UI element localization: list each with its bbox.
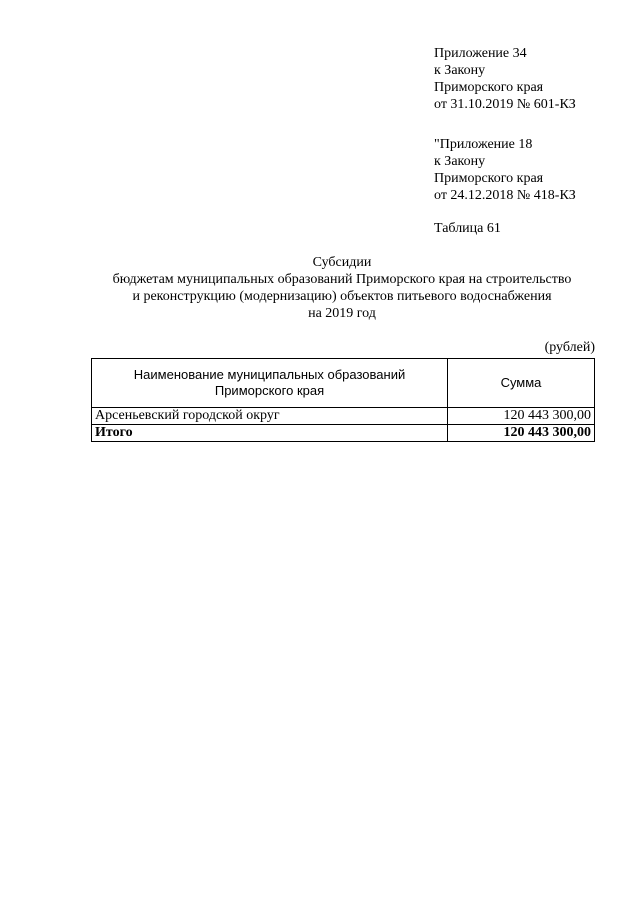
document-title — [40, 254, 640, 322]
header-name-line-2: Приморского края — [214, 383, 325, 398]
table-number: Таблица 61 — [434, 221, 501, 236]
appendix-18-line-4: от 24.12.2018 № 418-КЗ — [434, 188, 576, 203]
appendix-18-header — [434, 136, 576, 204]
appendix-34-header — [434, 45, 576, 113]
units-label: (рублей) — [544, 340, 595, 355]
appendix-34-line-1: Приложение 34 — [434, 46, 527, 61]
appendix-34-line-4: от 31.10.2019 № 601-КЗ — [434, 97, 576, 112]
appendix-34-line-3: Приморского края — [434, 80, 544, 95]
subsidy-table — [91, 358, 595, 442]
title-line-3: и реконструкцию (модернизацию) объектов питьевого водоснабжения — [132, 289, 552, 304]
appendix-18-line-1: "Приложение 18 — [434, 137, 533, 152]
row-name-cell: Арсеньевский городской округ — [92, 408, 448, 425]
appendix-18-line-3: Приморского края — [434, 171, 544, 186]
total-amount-cell: 120 443 300,00 — [448, 425, 595, 442]
title-line-2: бюджетам муниципальных образований Приморского края на строительство — [112, 272, 572, 287]
table-row — [92, 408, 595, 425]
table-total-row — [92, 425, 595, 442]
title-line-4: на 2019 год — [308, 306, 376, 321]
row-amount-cell: 120 443 300,00 — [448, 408, 595, 425]
header-name-cell — [92, 359, 448, 408]
title-line-1: Субсидии — [312, 255, 372, 270]
header-name-line-1: Наименование муниципальных образований — [133, 367, 406, 382]
table-header-row — [92, 359, 595, 408]
appendix-34-line-2: к Закону — [434, 63, 486, 78]
total-name-cell: Итого — [92, 425, 448, 442]
header-amount-cell: Сумма — [448, 359, 595, 408]
appendix-18-line-2: к Закону — [434, 154, 486, 169]
